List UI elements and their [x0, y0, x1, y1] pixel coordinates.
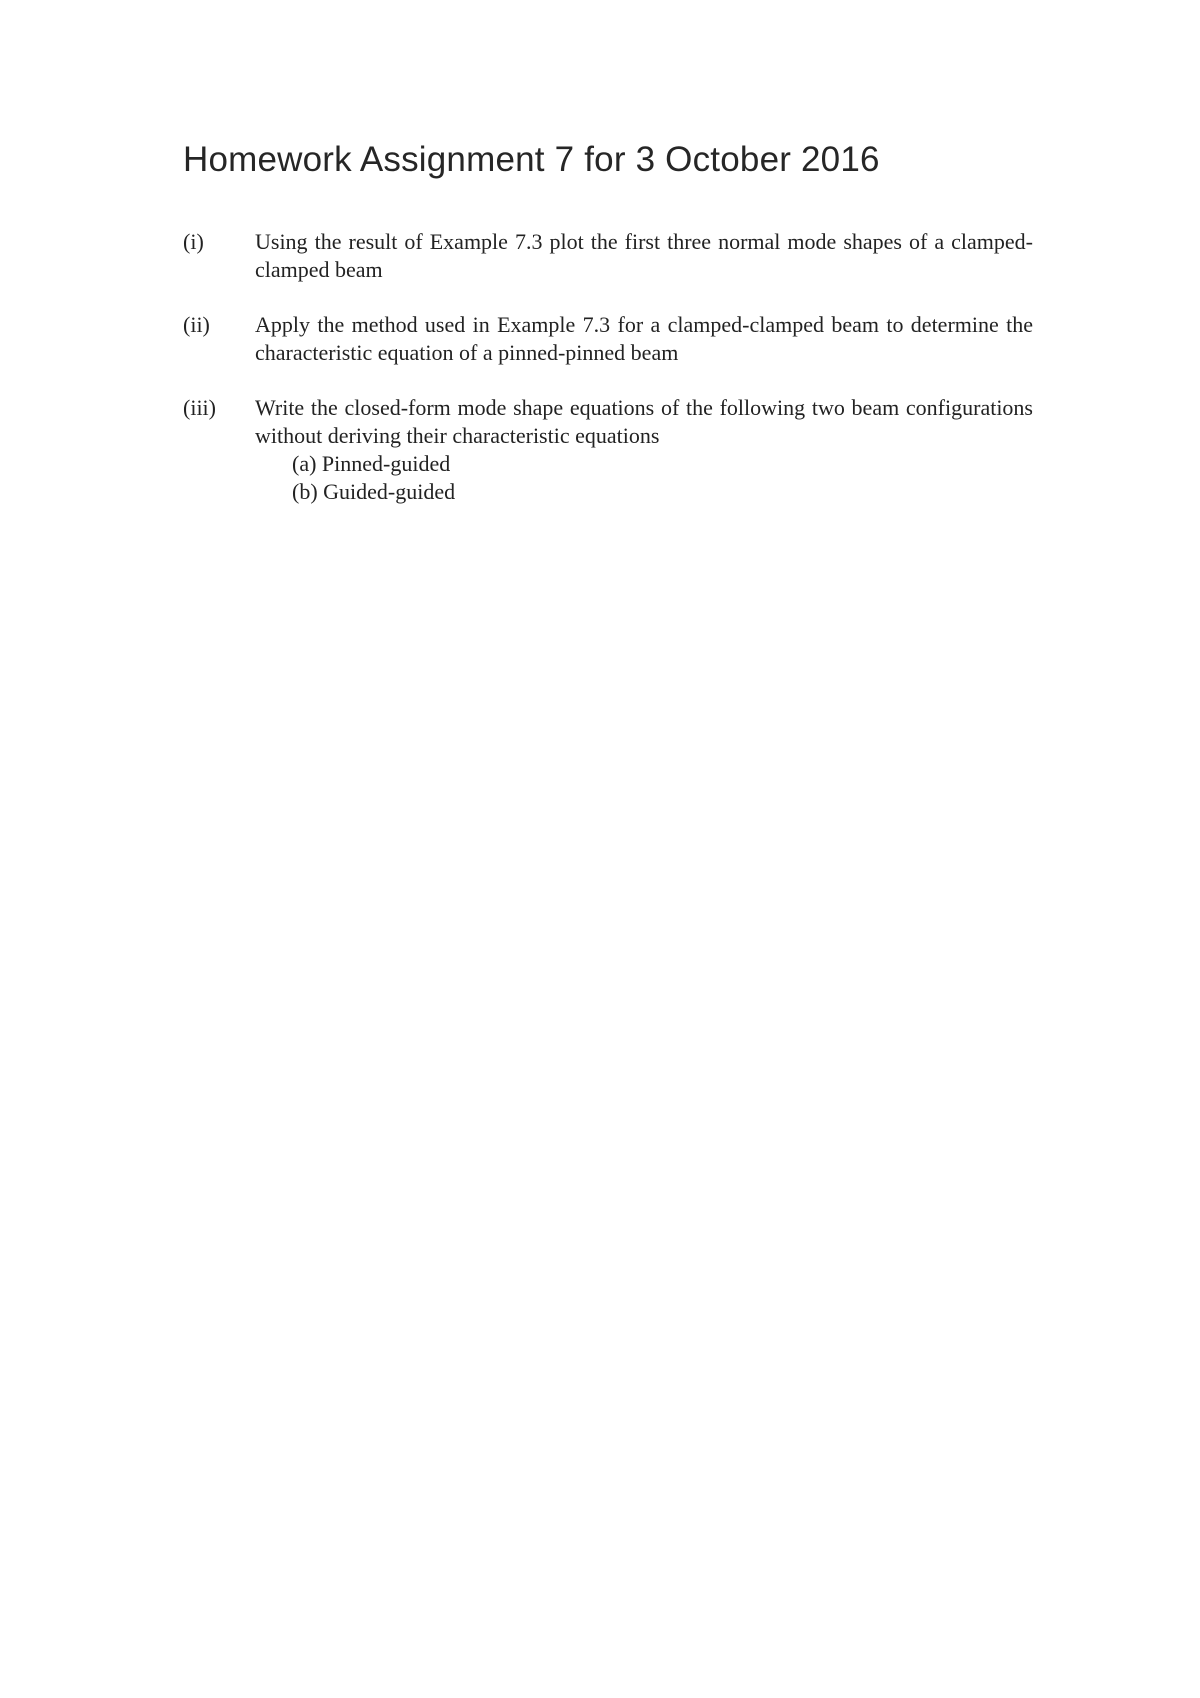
sub-question-list	[255, 450, 1033, 506]
question-text: Apply the method used in Example 7.3 for a clamped-clamped beam to determine the characteristic equation of a pinned-pinned beam	[255, 312, 1033, 365]
question-item	[183, 394, 1033, 506]
question-body	[255, 394, 1033, 506]
sub-question-item: (a) Pinned-guided	[292, 451, 451, 476]
question-number: (iii)	[183, 395, 216, 420]
question-number: (ii)	[183, 312, 210, 337]
question-text: Write the closed-form mode shape equations of the following two beam configurations without deriving their characteristic equations	[255, 395, 1033, 448]
question-list	[183, 228, 1033, 533]
question-item	[183, 228, 1033, 284]
question-text: Using the result of Example 7.3 plot the first three normal mode shapes of a clamped-clamped beam	[255, 229, 1033, 282]
question-number: (i)	[183, 229, 204, 254]
question-item	[183, 311, 1033, 367]
sub-question-item: (b) Guided-guided	[292, 479, 456, 504]
page-title: Homework Assignment 7 for 3 October 2016	[183, 140, 880, 179]
